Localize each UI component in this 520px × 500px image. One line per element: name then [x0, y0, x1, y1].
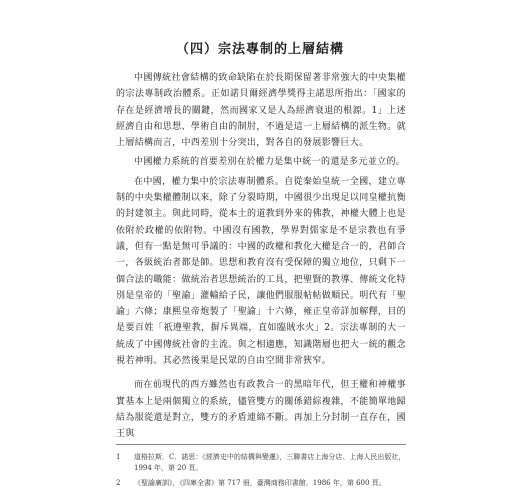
footnote-number: 2 [116, 479, 121, 487]
paragraph-4: 而在前現代的西方雖然也有政教合一的黑暗年代，但王權和神權事實基本上是兩個獨立的系統，儘管雙方的關係錯綜複雜，不能簡單地歸結為服從還是對立，雙方的矛盾連綿不斷。再加上分封制一直存在，國王與 [116, 380, 406, 440]
footnotes [116, 452, 406, 493]
footnote-2 [116, 478, 406, 489]
paragraph-2: 中國權力系統的首要差別在於權力是集中統一的還是多元並立的。 [134, 157, 406, 168]
footnote-text: 道格拉斯．C．諾思：《經濟史中的結構與變遷》，三聯書店上海分店、上海人民出版社，1994 年，第 20 頁。 [134, 453, 406, 472]
section-heading: （四）宗法專制的上層結構 [175, 42, 344, 57]
paragraph-1: 中國傳統社會結構的致命缺陷在於長期保留著非常強大的中央集權的宗法專制政治體系。正如諾貝爾經濟學獎得主諾思所指出：「國家的存在是經濟增長的關鍵，然而國家又是人為經濟衰退的根源。1」上述經濟自由和思想、學術自由的制肘，不過是這一上層結構的派生物。就上層結構而言，中西差別十分突出，對各自的發展影響巨大。 [116, 73, 406, 149]
footnote-1 [116, 452, 406, 474]
footnote-divider [116, 444, 406, 445]
footnote-number: 1 [116, 453, 121, 461]
paragraph-3: 在中國，權力集中於宗法專制體系。自從秦始皇統一全國，建立專制的中央集權體制以來，除了分裂時期，中國很少出現足以同皇權抗衡的封建領主。與此同時，從本土的道教到外來的佛教，神權大體上也是依附於政權的依附物。中國沒有國教，學界對儒家是不是宗教也有爭議，但有一點是無可爭議的：中國的政權和教化大權是合一的，君師合一，各級統治者都是師。思想和教育沒有受保障的獨立地位，只剩下一個合法的職能：做統治者思想統治的工具，把聖賢的教導、傳統文化特別是皇帝的「聖諭」灌輸給子民，讓他們服服帖帖做順民。明代有「聖諭」六條；康熙皇帝炮製了「聖諭」十六條，雍正皇帝詳加解釋，目的是要百姓「祇遵聖教，摒斥異端，直如臨賊水火」2。宗法專制的大一統成了中國傳統社會的主流。與之相適應，知識階層也把大一統的觀念視若神明。其必然後果是民眾的自由空間非常狹窄。 [116, 176, 406, 367]
footnote-text: 《聖諭廣訓》，《四庫全書》第 717 冊，臺灣商務印書館，1986 年，第 600 頁。 [134, 479, 386, 487]
body-text [116, 70, 406, 446]
